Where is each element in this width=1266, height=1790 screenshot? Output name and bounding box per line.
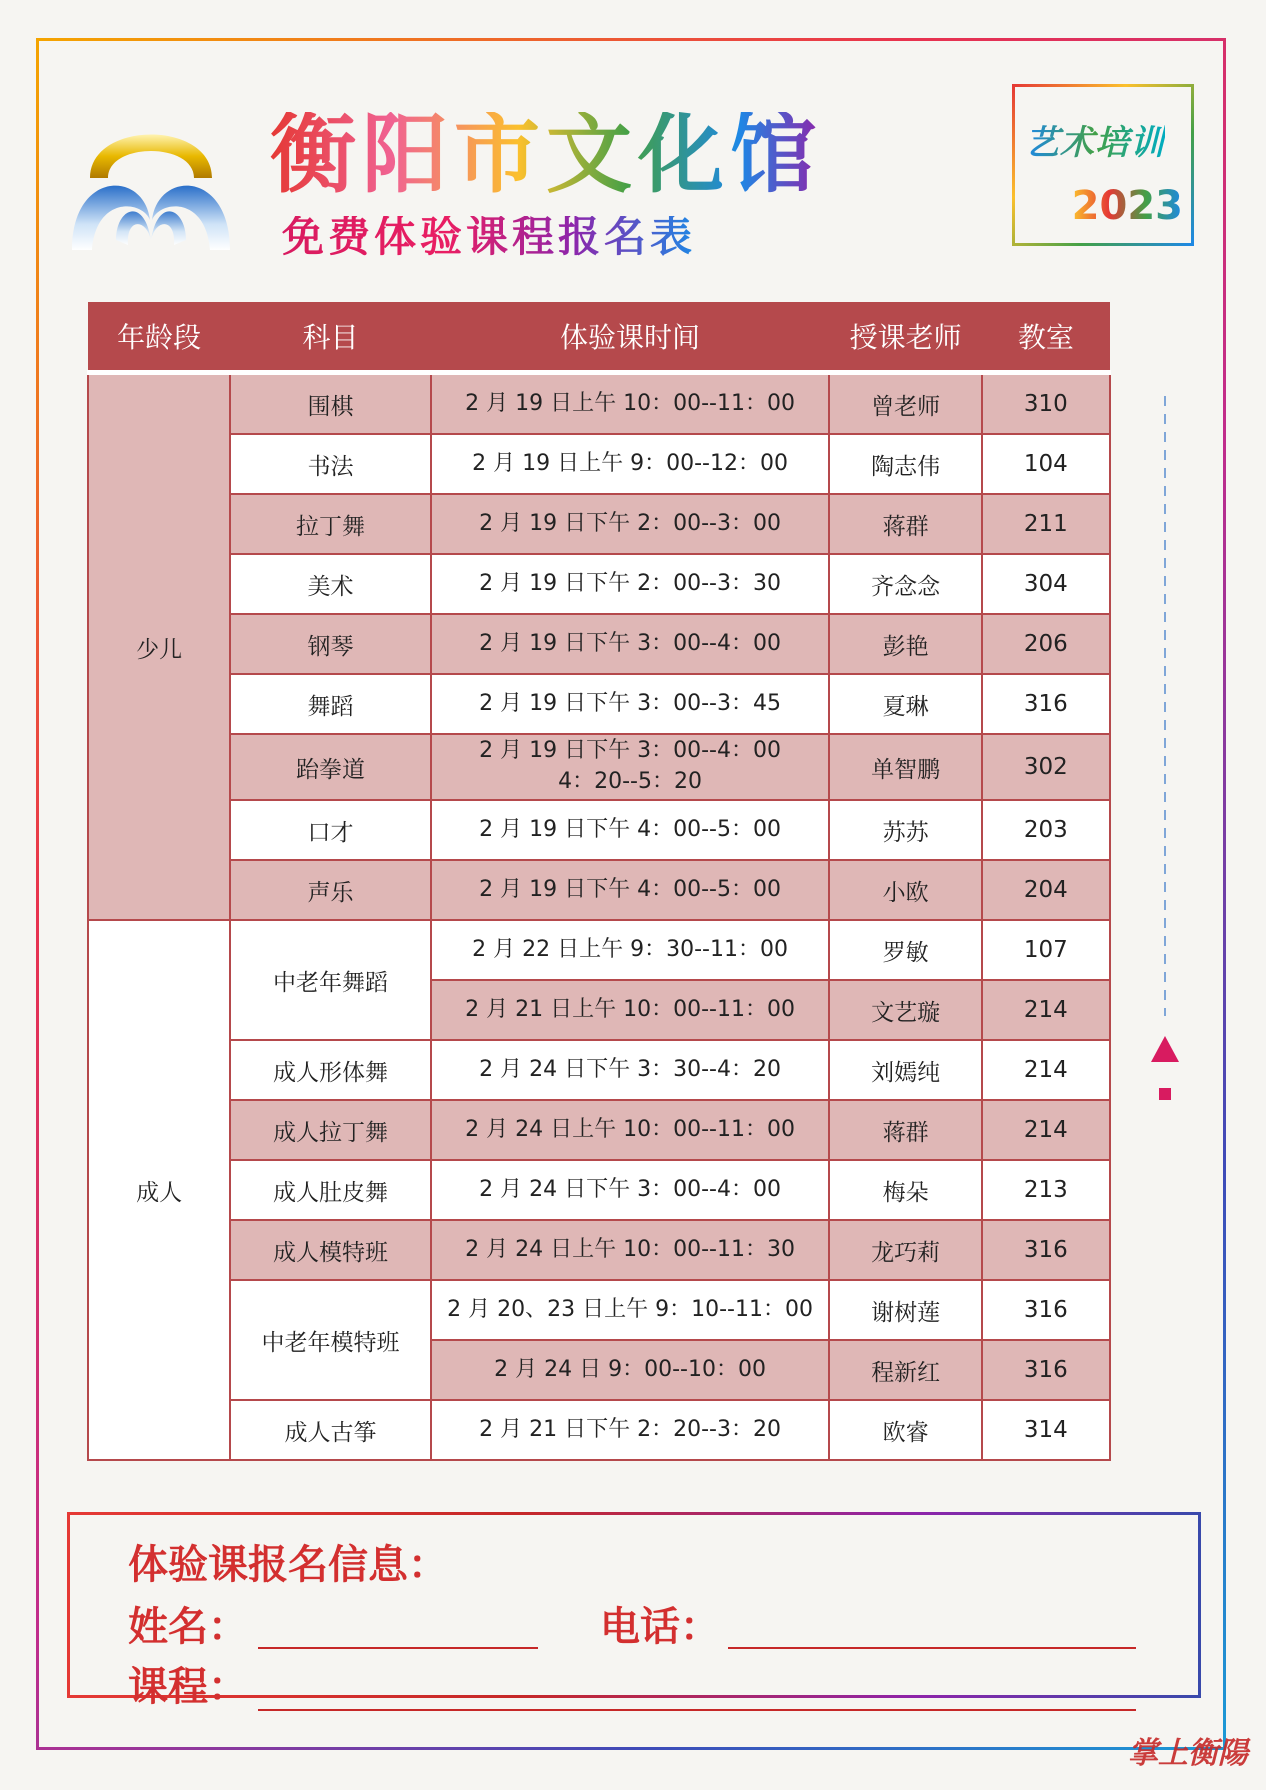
teacher-cell: 齐念念 (829, 554, 981, 614)
table-row (88, 1220, 1110, 1280)
subject-cell: 围棋 (230, 373, 430, 435)
age-group-cell: 成人 (88, 920, 230, 1460)
time-cell: 2 月 24 日上午 10：00--11：30 (431, 1220, 830, 1280)
time-cell: 2 月 19 日下午 3：00--3：45 (431, 674, 830, 734)
badge-year: 2023 (1071, 183, 1183, 229)
table-row (88, 1160, 1110, 1220)
table-row (88, 494, 1110, 554)
subject-cell: 成人古筝 (230, 1400, 430, 1460)
room-cell: 316 (982, 1340, 1110, 1400)
room-cell: 211 (982, 494, 1110, 554)
course-label: 课程： (128, 1663, 248, 1710)
table-row (88, 800, 1110, 860)
room-cell: 304 (982, 554, 1110, 614)
time-cell: 2 月 19 日下午 4：00--5：00 (431, 860, 830, 920)
subject-cell: 美术 (230, 554, 430, 614)
column-header: 年龄段 (88, 302, 230, 373)
table-row (88, 734, 1110, 800)
time-cell: 2 月 19 日下午 4：00--5：00 (431, 800, 830, 860)
table-row (88, 373, 1110, 435)
age-group-cell: 少儿 (88, 373, 230, 921)
column-header: 科目 (230, 302, 430, 373)
time-cell: 2 月 22 日上午 9：30--11：00 (431, 920, 830, 980)
teacher-cell: 谢树莲 (829, 1280, 981, 1340)
teacher-cell: 文艺璇 (829, 980, 981, 1040)
course-field[interactable] (258, 1709, 1136, 1711)
phone-field[interactable] (728, 1647, 1136, 1649)
subject-cell: 跆拳道 (230, 734, 430, 800)
teacher-cell: 龙巧莉 (829, 1220, 981, 1280)
name-label: 姓名： (128, 1603, 248, 1650)
teacher-cell: 夏琳 (829, 674, 981, 734)
teacher-cell: 苏苏 (829, 800, 981, 860)
teacher-cell: 蒋群 (829, 1100, 981, 1160)
time-cell: 2 月 19 日下午 2：00--3：00 (431, 494, 830, 554)
watermark: 掌上衡陽 (1128, 1736, 1248, 1771)
table-header-row (88, 302, 1110, 373)
table-row (88, 674, 1110, 734)
table-row (88, 554, 1110, 614)
table-row (88, 920, 1110, 980)
time-cell: 2 月 24 日 9：00--10：00 (431, 1340, 830, 1400)
table-row (88, 1280, 1110, 1340)
dashed-arrow-decoration (1148, 396, 1182, 1102)
table-row (88, 1100, 1110, 1160)
schedule-table (87, 302, 1111, 1461)
table-row (88, 860, 1110, 920)
room-cell: 104 (982, 434, 1110, 494)
name-field[interactable] (258, 1647, 538, 1649)
room-cell: 316 (982, 1220, 1110, 1280)
time-cell: 2 月 20、23 日上午 9：10--11：00 (431, 1280, 830, 1340)
page-title: 衡阳市文化馆 (270, 104, 822, 205)
year-badge (1012, 84, 1194, 246)
time-cell (431, 734, 830, 800)
teacher-cell: 刘嫣纯 (829, 1040, 981, 1100)
column-header: 体验课时间 (431, 302, 830, 373)
teacher-cell: 单智鹏 (829, 734, 981, 800)
time-cell: 2 月 19 日上午 10：00--11：00 (431, 373, 830, 435)
teacher-cell: 彭艳 (829, 614, 981, 674)
room-cell: 107 (982, 920, 1110, 980)
time-cell: 2 月 24 日下午 3：00--4：00 (431, 1160, 830, 1220)
time-cell: 2 月 24 日下午 3：30--4：20 (431, 1040, 830, 1100)
room-cell: 310 (982, 373, 1110, 435)
teacher-cell: 蒋群 (829, 494, 981, 554)
room-cell: 203 (982, 800, 1110, 860)
room-cell: 314 (982, 1400, 1110, 1460)
subject-cell: 成人拉丁舞 (230, 1100, 430, 1160)
column-header: 教室 (982, 302, 1110, 373)
subject-cell: 成人肚皮舞 (230, 1160, 430, 1220)
time-cell: 2 月 19 日下午 3：00--4：00 (431, 614, 830, 674)
room-cell: 302 (982, 734, 1110, 800)
square-icon (1159, 1088, 1171, 1100)
signup-section (67, 1512, 1201, 1710)
teacher-cell: 罗敏 (829, 920, 981, 980)
time-cell: 2 月 19 日下午 2：00--3：30 (431, 554, 830, 614)
teacher-cell: 陶志伟 (829, 434, 981, 494)
subject-cell: 钢琴 (230, 614, 430, 674)
subject-cell: 书法 (230, 434, 430, 494)
room-cell: 214 (982, 1040, 1110, 1100)
subject-cell: 成人模特班 (230, 1220, 430, 1280)
time-line: 4：20--5：20 (558, 769, 702, 794)
signup-heading: 体验课报名信息： (128, 1541, 448, 1588)
column-header: 授课老师 (829, 302, 981, 373)
room-cell: 204 (982, 860, 1110, 920)
teacher-cell: 欧睿 (829, 1400, 981, 1460)
teacher-cell: 梅朵 (829, 1160, 981, 1220)
subject-cell: 拉丁舞 (230, 494, 430, 554)
table-row (88, 1040, 1110, 1100)
subject-cell: 中老年模特班 (230, 1280, 430, 1400)
room-cell: 213 (982, 1160, 1110, 1220)
table-row (88, 1400, 1110, 1460)
table-row (88, 434, 1110, 494)
time-line: 2 月 19 日下午 3：00--4：00 (479, 738, 781, 764)
room-cell: 316 (982, 674, 1110, 734)
teacher-cell: 曾老师 (829, 373, 981, 435)
table-row (88, 614, 1110, 674)
subject-cell: 中老年舞蹈 (230, 920, 430, 1040)
phone-label: 电话： (600, 1603, 720, 1650)
subject-cell: 声乐 (230, 860, 430, 920)
time-cell: 2 月 21 日下午 2：20--3：20 (431, 1400, 830, 1460)
room-cell: 206 (982, 614, 1110, 674)
time-cell: 2 月 21 日上午 10：00--11：00 (431, 980, 830, 1040)
subject-cell: 舞蹈 (230, 674, 430, 734)
teacher-cell: 程新红 (829, 1340, 981, 1400)
room-cell: 316 (982, 1280, 1110, 1340)
room-cell: 214 (982, 980, 1110, 1040)
page-subtitle: 免费体验课程报名表 (282, 212, 697, 261)
room-cell: 214 (982, 1100, 1110, 1160)
time-cell: 2 月 19 日上午 9：00--12：00 (431, 434, 830, 494)
subject-cell: 成人形体舞 (230, 1040, 430, 1100)
triangle-icon (1151, 1036, 1179, 1062)
teacher-cell: 小欧 (829, 860, 981, 920)
cultural-center-logo (62, 100, 240, 286)
badge-title: 艺术培训 (1025, 115, 1165, 164)
subject-cell: 口才 (230, 800, 430, 860)
time-cell: 2 月 24 日上午 10：00--11：00 (431, 1100, 830, 1160)
